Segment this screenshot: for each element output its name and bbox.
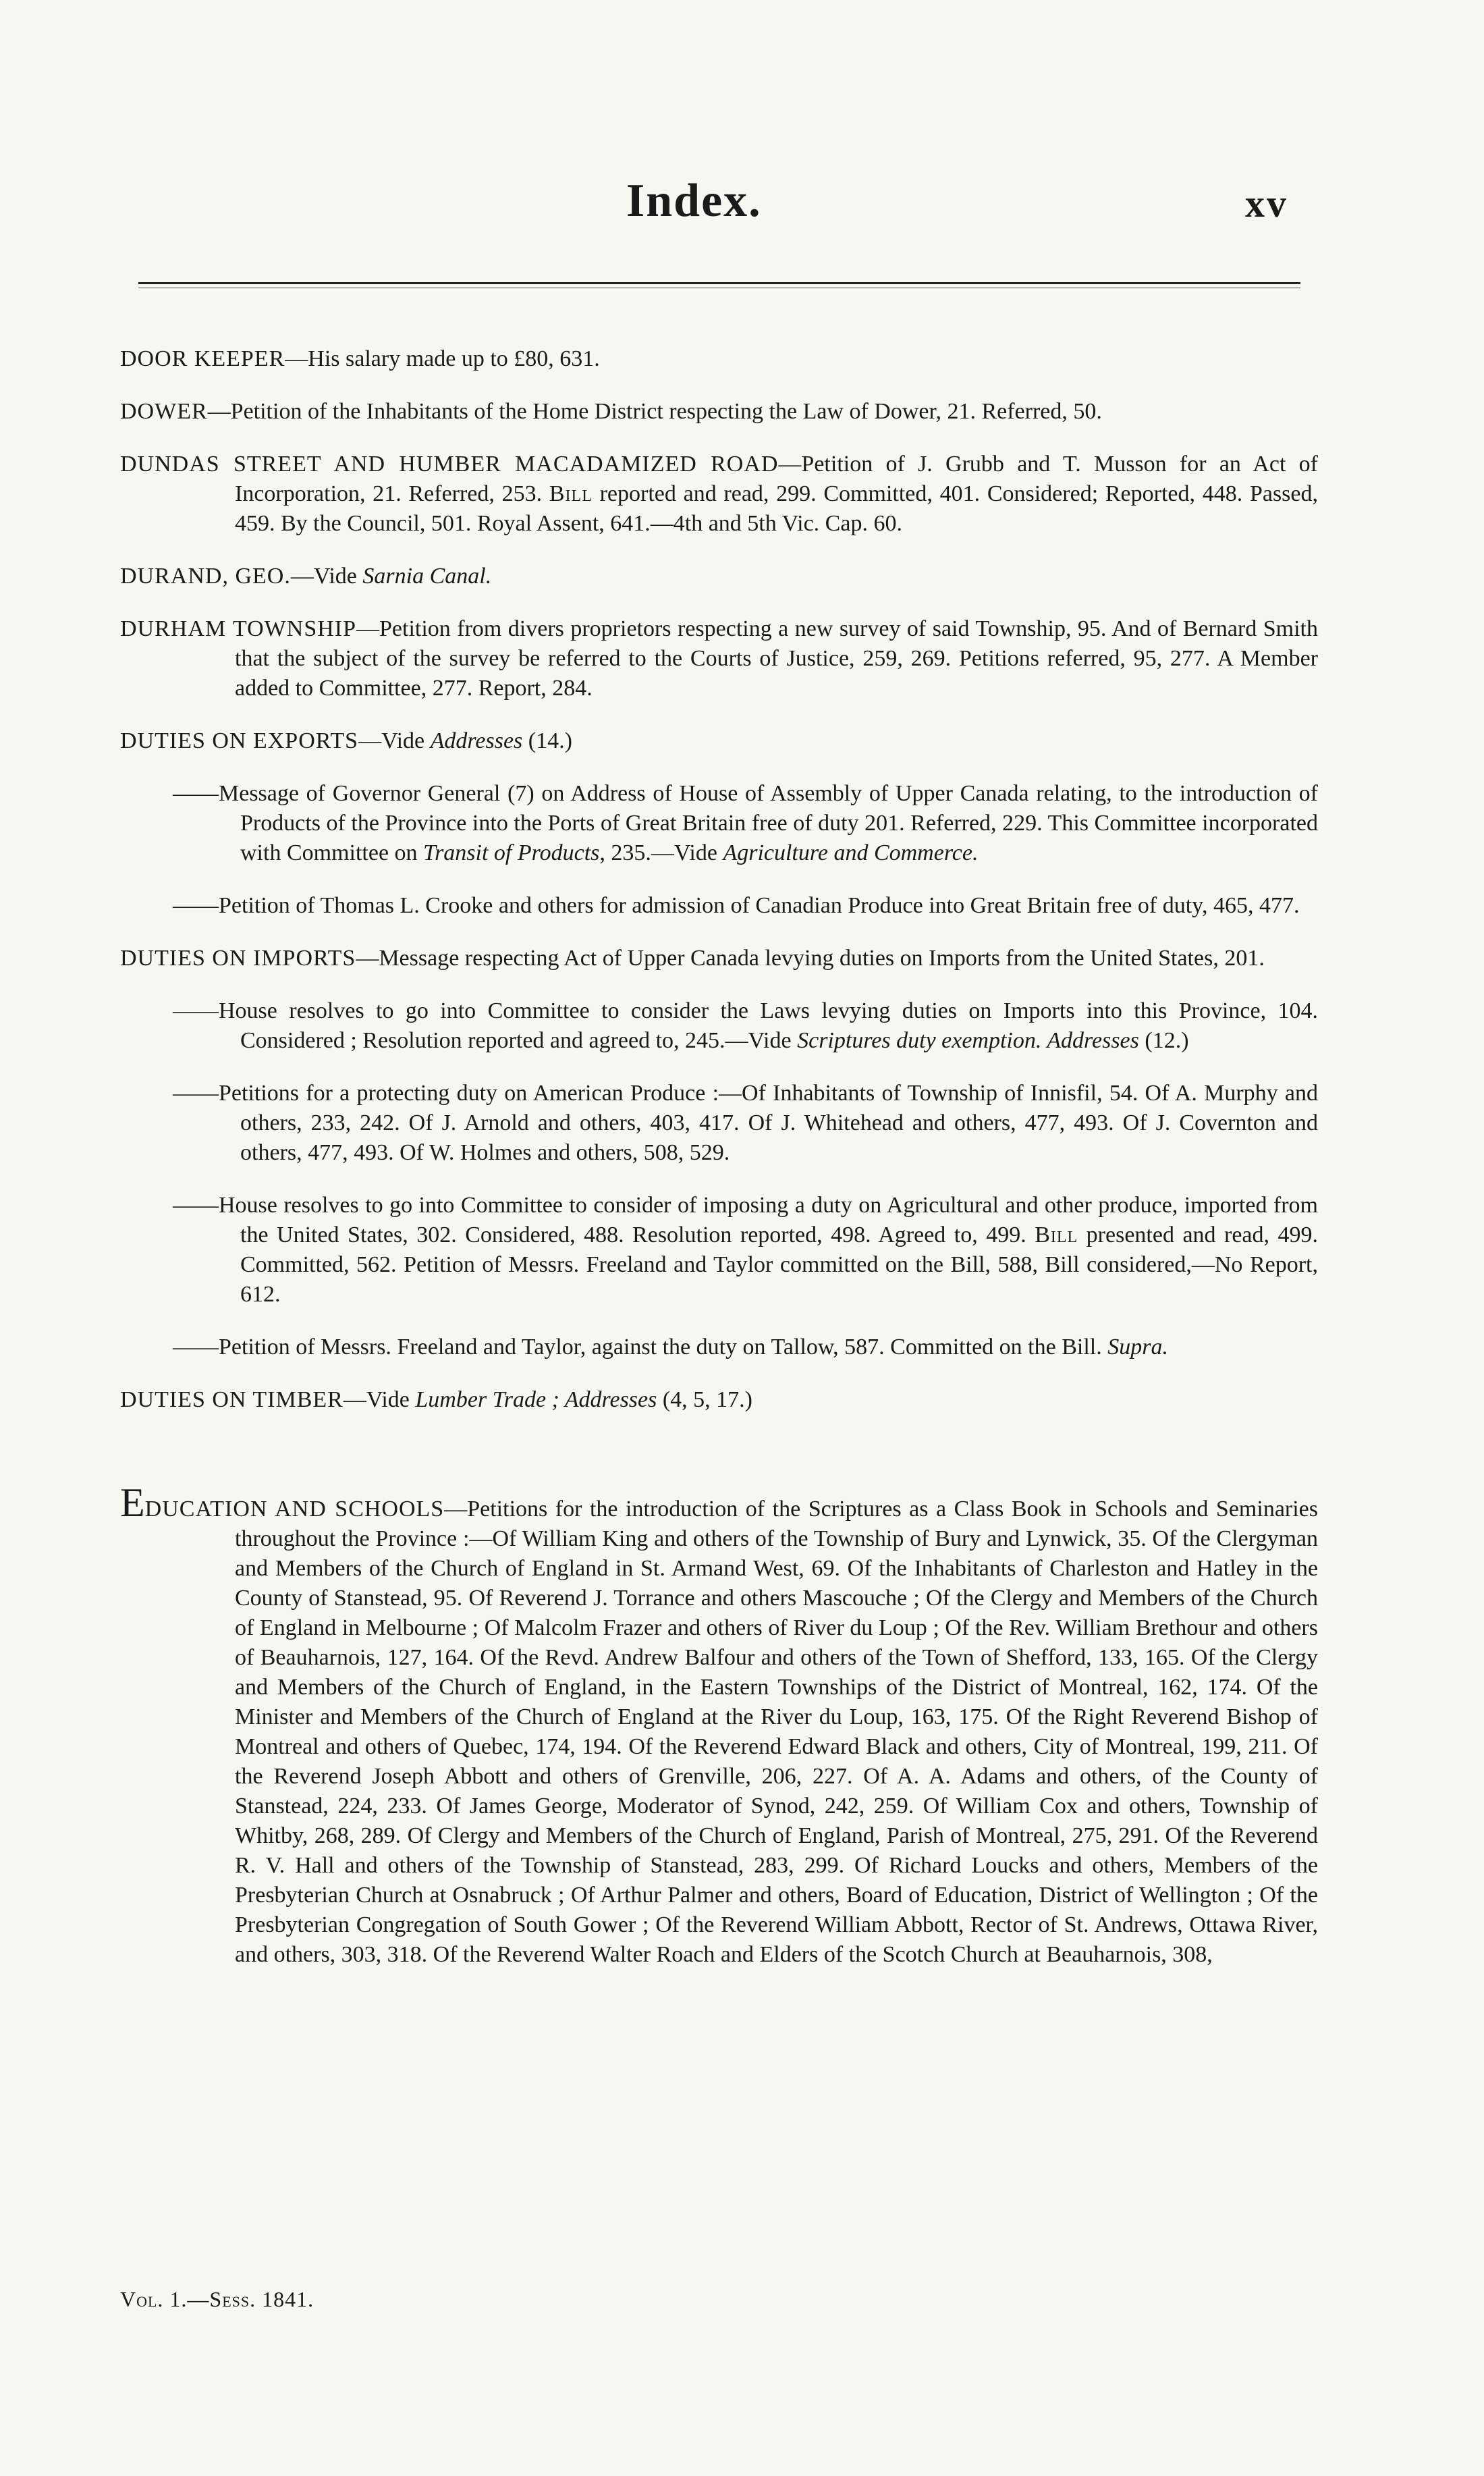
header-rule (138, 282, 1300, 288)
entry-italic: Sarnia Canal. (362, 564, 492, 589)
subentry-text: , 235.—Vide (599, 840, 723, 865)
subentry-smallcaps: Bill (1035, 1222, 1078, 1247)
index-entry-duties-timber (120, 1385, 1318, 1415)
entry-text: (14.) (522, 728, 572, 753)
subentry-text: presented and read, 499. Committed, 562. Petition of Messrs. Freeland and Taylor committed on the Bill, 588, Bill considered,—No Report, 612. (240, 1222, 1319, 1307)
page-header (0, 174, 1484, 228)
entry-heading: DURHAM TOWNSHIP (120, 616, 357, 641)
index-subentry (120, 1333, 1318, 1362)
entry-text: —Petition of J. Grubb and T. Musson for an Act of Incorporation, 21. Referred, 253. (235, 452, 1318, 506)
index-subentry (120, 1191, 1318, 1310)
page-title: Index. (626, 175, 762, 227)
subentry-italic: Transit of Products (423, 840, 600, 865)
subentry-italic: Scriptures duty exemption. Addresses (797, 1028, 1139, 1053)
entry-heading: DUTIES ON IMPORTS (120, 946, 356, 971)
index-subentry (120, 891, 1318, 921)
index-entry-door-keeper (120, 344, 1318, 374)
subentry-text: ——Message of Governor General (7) on Address of House of Assembly of Upper Canada relating, to the introduction of Products of the Province into the Ports of Great Britain free of duty 201. Referred, 229. This Committee incorporated with Committee on (173, 781, 1318, 865)
subentry-text: (12.) (1138, 1028, 1189, 1053)
index-entry-dundas-street (120, 450, 1318, 539)
entry-text: —Vide (343, 1387, 416, 1412)
subentry-text: ——Petitions for a protecting duty on American Produce :—Of Inhabitants of Township of Innisfil, 54. Of A. Murphy and others, 233, 242. Of J. Arnold and others, 403, 417. Of J. Whitehead and others, 477, 493. Of J. Covernton and others, 477, 493. Of W. Holmes and others, 508, 529. (173, 1081, 1318, 1165)
entry-heading: DOOR KEEPER (120, 346, 285, 371)
entry-text: —Vide (358, 728, 431, 753)
entry-smallcaps: Bill (549, 481, 593, 506)
entry-heading: DUTIES ON EXPORTS (120, 728, 359, 753)
page-number: xv (1245, 182, 1288, 225)
index-subentry (120, 779, 1318, 868)
entry-heading: DURAND, GEO. (120, 564, 291, 589)
entry-text: —Vide (290, 564, 363, 589)
entry-text: —Message respecting Act of Upper Canada levying duties on Imports from the United States, 201. (356, 946, 1265, 971)
entry-text: —His salary made up to £80, 631. (285, 346, 600, 371)
entry-heading: DUNDAS STREET AND HUMBER MACADAMIZED ROAD (120, 452, 779, 477)
index-entry-duties-imports (120, 944, 1318, 973)
index-content (120, 321, 1318, 1987)
subentry-text: ——Petition of Messrs. Freeland and Taylor, against the duty on Tallow, 587. Committed on the Bill. (173, 1335, 1108, 1360)
subentry-italic: Supra. (1107, 1335, 1168, 1360)
entry-text: —Petitions for the introduction of the Scriptures as a Class Book in Schools and Seminaries throughout the Province :—Of William King and others of the Township of Bury and Lynwick, 35. Of the Clergyman and Members of the Church of England in St. Armand West, 69. Of the Inhabitants of Charleston and Hatley in the County of Stanstead, 95. Of Reverend J. Torrance and others Mascouche ; Of the Clergy and Members of the Church of England in Melbourne ; Of Malcolm Frazer and others of River du Loup ; Of the Rev. William Brethour and others of Beauharnois, 127, 164. Of the Revd. Andrew Balfour and others of the Town of Shefford, 133, 165. Of the Clergy and Members of the Church of England, in the Eastern Townships of the District of Montreal, 162, 174. Of the Minister and Members of the Church of England at the River du Loup, 163, 175. Of the Right Reverend Bishop of Montreal and others of Quebec, 174, 194. Of the Reverend Edward Black and others, City of Montreal, 199, 211. Of the Reverend Joseph Abbott and others of Grenville, 206, 227. Of A. A. Adams and others, of the County of Stanstead, 224, 233. Of James George, Moderator of Synod, 242, 259. Of William Cox and others, Township of Whitby, 268, 289. Of Clergy and Members of the Church of England, Parish of Montreal, 275, 291. Of the Reverend R. V. Hall and others of the Township of Stanstead, 283, 299. Of Richard Loucks and others, Members of the Presbyterian Church at Osnabruck ; Of Arthur Palmer and others, Board of Education, District of Wellington ; Of the Presbyterian Congregation of South Gower ; Of the Reverend William Abbott, Rector of St. Andrews, Ottawa River, and others, 303, 318. Of the Reverend Walter Roach and Elders of the Scotch Church at Beauharnois, 308, (235, 1497, 1318, 1967)
subentry-text: ——House resolves to go into Committee to consider of imposing a duty on Agricultural and other produce, imported from the United States, 302. Considered, 488. Resolution reported, 498. Agreed to, 499. (173, 1193, 1318, 1247)
entry-heading: DUCATION AND SCHOOLS (144, 1497, 445, 1522)
entry-heading: DUTIES ON TIMBER (120, 1387, 343, 1412)
subentry-text: ——Petition of Thomas L. Crooke and others for admission of Canadian Produce into Great Britain free of duty, 465, 477. (173, 893, 1300, 918)
volume-session: Vol. 1.—Sess. 1841. (120, 2287, 314, 2311)
entry-italic: Lumber Trade ; Addresses (415, 1387, 657, 1412)
index-entry-durham-township (120, 614, 1318, 703)
entry-text: reported and read, 299. Committed, 401. Considered; Reported, 448. Passed, 459. By the Council, 501. Royal Assent, 641.—4th and 5th Vic. Cap. 60. (235, 481, 1318, 536)
index-subentry (120, 996, 1318, 1056)
subentry-italic: Agriculture and Commerce. (723, 840, 979, 865)
index-subentry (120, 1079, 1318, 1168)
subentry-text: ——House resolves to go into Committee to consider the Laws levying duties on Imports into this Province, 104. Considered ; Resolution reported and agreed to, 245.—Vide (173, 998, 1318, 1053)
entry-italic: Addresses (430, 728, 523, 753)
page-footer (120, 2287, 314, 2312)
drop-cap: E (120, 1480, 145, 1525)
entry-heading: DOWER (120, 399, 208, 424)
index-entry-dower (120, 397, 1318, 427)
index-entry-education (120, 1480, 1318, 1970)
entry-text: —Petition of the Inhabitants of the Home District respecting the Law of Dower, 21. Referred, 50. (207, 399, 1102, 424)
entry-text: (4, 5, 17.) (657, 1387, 753, 1412)
index-entry-duties-exports (120, 726, 1318, 756)
index-entry-durand (120, 562, 1318, 591)
entry-text: —Petition from divers proprietors respecting a new survey of said Township, 95. And of Bernard Smith that the subject of the survey be referred to the Courts of Justice, 259, 269. Petitions referred, 95, 277. A Member added to Committee, 277. Report, 284. (235, 616, 1318, 701)
